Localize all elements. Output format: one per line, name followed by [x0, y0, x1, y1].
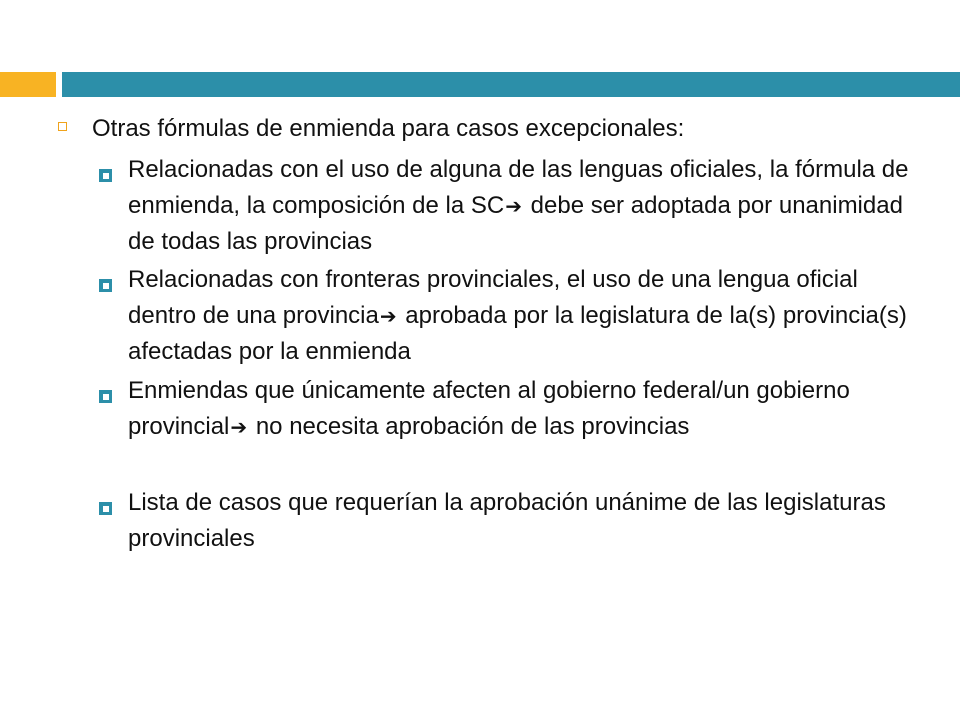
bullet-text: Enmiendas que únicamente afecten al gobierno federal/un gobierno provincial	[128, 377, 850, 440]
bullet-text: Relacionadas con el uso de alguna de las lenguas oficiales, la fórmula de enmienda, la composición de la SC	[128, 156, 909, 219]
bullet-text: no necesita aprobación de las provincias	[249, 413, 690, 440]
square-bullet-icon	[58, 122, 67, 131]
header-bar	[62, 72, 960, 97]
slide-heading: Otras fórmulas de enmienda para casos excepcionales:	[92, 115, 685, 142]
square-bullet-icon	[99, 279, 112, 292]
square-bullet-icon	[99, 169, 112, 182]
header-accent-bar	[0, 72, 56, 97]
bullet-item-1	[128, 152, 918, 260]
arrow-right-icon: ➔	[505, 194, 522, 218]
bullet-text: aprobada por la legislatura de la(s) provincia(s) afectadas por la enmienda	[128, 302, 907, 365]
square-bullet-icon	[99, 502, 112, 515]
bullet-text: Relacionadas con fronteras provinciales, el uso de una lengua oficial dentro de una provincia	[128, 266, 858, 329]
arrow-right-icon: ➔	[379, 304, 397, 328]
bullet-item-2	[128, 262, 918, 370]
arrow-right-icon: ➔	[230, 415, 248, 439]
bullet-item-4: Lista de casos que requerían la aprobación unánime de las legislaturas provinciales	[128, 489, 886, 552]
bullet-item-3	[128, 373, 918, 445]
bullet-text: debe ser adoptada por unanimidad de todas las provincias	[128, 192, 903, 255]
square-bullet-icon	[99, 390, 112, 403]
